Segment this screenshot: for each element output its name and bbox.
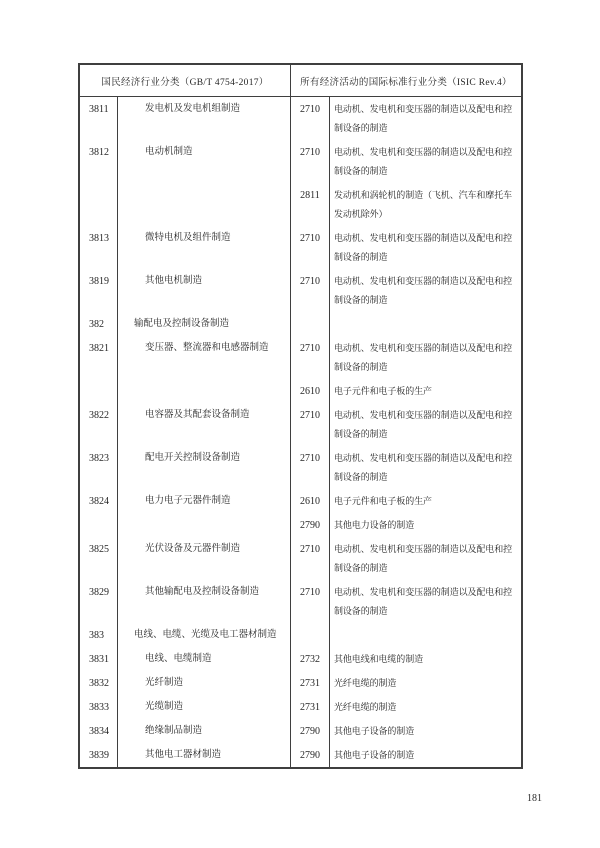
- isic-code-cell: [290, 623, 329, 647]
- cn-code-cell: [80, 183, 117, 226]
- cn-name-cell: 电力电子元器件制造: [117, 489, 290, 513]
- cn-name-cell: 电线、电缆、光缆及电工器材制造: [117, 623, 290, 647]
- cn-name-cell: 电动机制造: [117, 140, 290, 183]
- isic-name-cell: 电动机、发电机和变压器的制造以及配电和控制设备的制造: [329, 580, 521, 623]
- isic-name-cell: 电动机、发电机和变压器的制造以及配电和控制设备的制造: [329, 446, 521, 489]
- table-row: [80, 403, 521, 446]
- isic-name-cell: 电动机、发电机和变压器的制造以及配电和控制设备的制造: [329, 226, 521, 269]
- isic-code-cell: 2710: [290, 226, 329, 269]
- isic-name-cell: 其他电力设备的制造: [329, 513, 521, 537]
- isic-name-cell: 电动机、发电机和变压器的制造以及配电和控制设备的制造: [329, 403, 521, 446]
- header-cell-isic-classification: 所有经济活动的国际标准行业分类（ISIC Rev.4）: [290, 65, 521, 96]
- table-body: [80, 97, 521, 767]
- header-cell-gbt-classification: 国民经济行业分类（GB/T 4754-2017）: [101, 77, 269, 88]
- isic-name-cell: 其他电线和电缆的制造: [329, 647, 521, 671]
- cn-code-cell: 3819: [89, 275, 109, 287]
- cn-code-cell: 3824: [89, 495, 109, 507]
- table-row: [80, 489, 521, 513]
- table-row: [80, 719, 521, 743]
- cn-name-cell: 配电开关控制设备制造: [117, 446, 290, 489]
- cn-code-cell: 383: [89, 629, 104, 641]
- table-row: [80, 513, 521, 537]
- cn-code-cell: 3821: [89, 342, 109, 354]
- cn-code-cell: 3833: [89, 701, 109, 713]
- isic-code-cell: 2732: [290, 647, 329, 671]
- isic-name-cell: 电动机、发电机和变压器的制造以及配电和控制设备的制造: [329, 269, 521, 312]
- cn-code-cell: 3834: [89, 725, 109, 737]
- isic-code-cell: 2790: [290, 743, 329, 767]
- isic-code-cell: 2790: [290, 719, 329, 743]
- isic-name-cell: 电子元件和电子板的生产: [329, 489, 521, 513]
- table-row: [80, 743, 521, 767]
- isic-code-cell: 2710: [290, 403, 329, 446]
- isic-code-cell: 2731: [290, 671, 329, 695]
- table-row: [80, 183, 521, 226]
- cn-name-cell: 绝缘制品制造: [117, 719, 290, 743]
- isic-name-cell: 电动机、发电机和变压器的制造以及配电和控制设备的制造: [329, 140, 521, 183]
- isic-name-cell: 其他电子设备的制造: [329, 719, 521, 743]
- cn-name-cell: 光缆制造: [117, 695, 290, 719]
- cn-name-cell: 其他输配电及控制设备制造: [117, 580, 290, 623]
- isic-name-cell: 电动机、发电机和变压器的制造以及配电和控制设备的制造: [329, 537, 521, 580]
- table-row: [80, 623, 521, 647]
- cn-code-cell: 3811: [89, 103, 109, 115]
- isic-name-cell: 光纤电缆的制造: [329, 695, 521, 719]
- isic-code-cell: 2610: [290, 489, 329, 513]
- isic-code-cell: 2710: [290, 140, 329, 183]
- isic-name-cell: [329, 312, 521, 336]
- isic-code-cell: 2710: [290, 336, 329, 379]
- isic-name-cell: 其他电子设备的制造: [329, 743, 521, 767]
- cn-code-cell: 3832: [89, 677, 109, 689]
- isic-name-cell: 电动机、发电机和变压器的制造以及配电和控制设备的制造: [329, 336, 521, 379]
- isic-code-cell: 2710: [290, 269, 329, 312]
- isic-name-cell: 光纤电缆的制造: [329, 671, 521, 695]
- cn-name-cell: [117, 183, 290, 226]
- cn-name-cell: [117, 513, 290, 537]
- cn-name-cell: 变压器、整流器和电感器制造: [117, 336, 290, 379]
- isic-code-cell: 2610: [290, 379, 329, 403]
- table-row: [80, 140, 521, 183]
- table-row: [80, 226, 521, 269]
- isic-code-cell: 2790: [290, 513, 329, 537]
- table-row: [80, 671, 521, 695]
- isic-code-cell: 2710: [290, 537, 329, 580]
- isic-code-cell: 2710: [290, 97, 329, 140]
- table-row: [80, 269, 521, 312]
- isic-code-cell: 2710: [290, 580, 329, 623]
- table-row: [80, 379, 521, 403]
- cn-code-cell: 3829: [89, 586, 109, 598]
- table-header-row: [80, 65, 521, 97]
- cn-name-cell: 光伏设备及元器件制造: [117, 537, 290, 580]
- table-row: [80, 695, 521, 719]
- cn-name-cell: [117, 379, 290, 403]
- isic-name-cell: 电动机、发电机和变压器的制造以及配电和控制设备的制造: [329, 97, 521, 140]
- table-row: [80, 647, 521, 671]
- isic-code-cell: 2811: [290, 183, 329, 226]
- cn-code-cell: 3831: [89, 653, 109, 665]
- cn-name-cell: 输配电及控制设备制造: [117, 312, 290, 336]
- cn-name-cell: 光纤制造: [117, 671, 290, 695]
- isic-name-cell: 发动机和涡轮机的制造（飞机、汽车和摩托车发动机除外）: [329, 183, 521, 226]
- isic-code-cell: 2731: [290, 695, 329, 719]
- cn-name-cell: 电线、电缆制造: [117, 647, 290, 671]
- table-row: [80, 446, 521, 489]
- cn-code-cell: 382: [89, 318, 104, 330]
- table-row: [80, 537, 521, 580]
- cn-code-cell: [80, 379, 117, 403]
- cn-code-cell: 3823: [89, 452, 109, 464]
- cn-code-cell: 3822: [89, 409, 109, 421]
- cn-code-cell: 3812: [89, 146, 109, 158]
- isic-code-cell: [290, 312, 329, 336]
- cn-name-cell: 其他电机制造: [117, 269, 290, 312]
- isic-code-cell: 2710: [290, 446, 329, 489]
- isic-name-cell: [329, 623, 521, 647]
- isic-name-cell: 电子元件和电子板的生产: [329, 379, 521, 403]
- cn-code-cell: 3813: [89, 232, 109, 244]
- table-row: [80, 312, 521, 336]
- cn-name-cell: 电容器及其配套设备制造: [117, 403, 290, 446]
- cn-code-cell: [80, 513, 117, 537]
- table-row: [80, 336, 521, 379]
- page-number: 181: [527, 793, 542, 804]
- table-row: [80, 97, 521, 140]
- classification-table: [78, 63, 523, 769]
- cn-name-cell: 微特电机及组件制造: [117, 226, 290, 269]
- cn-code-cell: 3825: [89, 543, 109, 555]
- cn-name-cell: 其他电工器材制造: [117, 743, 290, 767]
- cn-code-cell: 3839: [89, 749, 109, 761]
- table-row: [80, 580, 521, 623]
- cn-name-cell: 发电机及发电机组制造: [117, 97, 290, 140]
